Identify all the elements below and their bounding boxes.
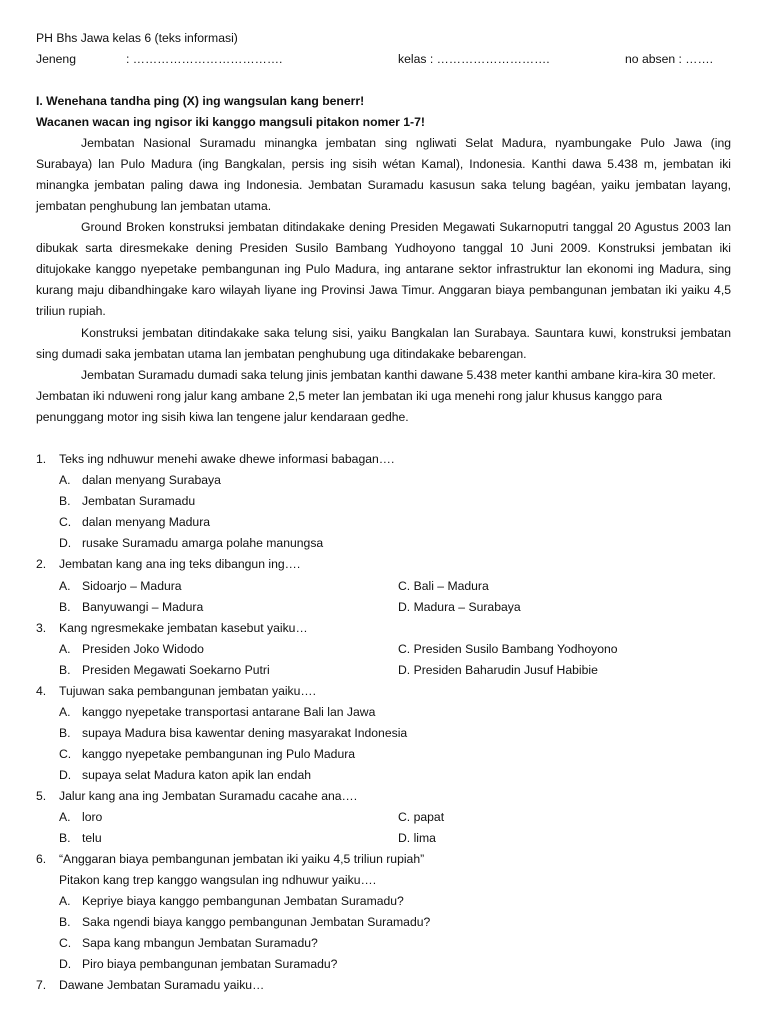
class-label: kelas : ………………………. [398, 52, 550, 66]
answer-option-5d[interactable] [398, 831, 436, 846]
absen-label: no absen : ……. [625, 52, 714, 66]
option-letter: B. [59, 915, 71, 929]
option-text: Presiden Megawati Soekarno Putri [82, 663, 270, 677]
paragraph-line: Konstruksi jembatan ditindakake saka telung sisi, yaiku Bangkalan lan Surabaya. Sauntara kuwi, konstruksi jembatan [81, 326, 731, 340]
paragraph-line: Jembatan Suramadu dumadi saka telung jinis jembatan kanthi dawane 5.438 meter kanthi ambane kira-kira 30 meter. [81, 368, 716, 382]
option-letter: B. [59, 600, 71, 614]
option-letter: D. [59, 536, 72, 550]
option-text: dalan menyang Madura [82, 515, 211, 529]
paragraph-line: dibukak sarta diresmekake dening Presiden Susilo Bambang Yudhoyono tanggal 10 Juni 2009. Konstruksi jembatan iki [36, 241, 731, 255]
option-text: dalan menyang Surabaya [82, 473, 221, 487]
paragraph-line: sing dumadi saka jembatan utama lan jembatan penghubung uga ditindakake bebarengan. [36, 347, 527, 361]
option-text: supaya Madura bisa kawentar dening masyarakat Indonesia [82, 726, 408, 740]
option-text: Kepriye biaya kanggo pembangunan Jembatan Suramadu? [82, 894, 404, 908]
option-letter: D. [59, 768, 72, 782]
option-text: kanggo nyepetake transportasi antarane Bali lan Jawa [82, 705, 376, 719]
option-letter: C. [59, 747, 72, 761]
option-letter: A. [59, 642, 71, 656]
option-letter: D. [398, 831, 411, 845]
option-text: Piro biaya pembangunan jembatan Suramadu? [82, 957, 338, 971]
option-text: kanggo nyepetake pembangunan ing Pulo Madura [82, 747, 356, 761]
option-text: Sapa kang mbangun Jembatan Suramadu? [82, 936, 318, 950]
option-text: loro [82, 810, 103, 824]
option-text: Saka ngendi biaya kanggo pembangunan Jembatan Suramadu? [82, 915, 431, 929]
option-text: papat [413, 810, 445, 824]
option-text: Presiden Baharudin Jusuf Habibie [413, 663, 598, 677]
option-letter: C. [398, 810, 411, 824]
reading-paragraph-4 [36, 368, 731, 431]
option-text: Bali – Madura [413, 579, 489, 593]
question-text: Teks ing ndhuwur menehi awake dhewe informasi babagan…. [59, 452, 395, 466]
option-text: rusake Suramadu amarga polahe manungsa [82, 536, 324, 550]
answer-option-5c[interactable] [398, 810, 444, 825]
option-text: Sidoarjo – Madura [82, 579, 182, 593]
paragraph-line: Surabaya) lan Pulo Madura (ing Bangkalan, persis ing sisih wétan Kamal), Indonesia. Kanthi dawa 5.438 m, jembatan iki [36, 157, 731, 171]
option-letter: B. [59, 494, 71, 508]
option-letter: C. [59, 936, 72, 950]
option-letter: B. [59, 831, 71, 845]
reading-instruction: Wacanen wacan ing ngisor iki kanggo mangsuli pitakon nomer 1-7! [36, 115, 425, 129]
option-letter: B. [59, 726, 71, 740]
question-number: 2. [36, 557, 47, 571]
student-info-row [36, 52, 736, 67]
paragraph-line: jembatan penghubung lan jembatan utama. [36, 199, 272, 213]
question-number: 6. [36, 852, 47, 866]
option-letter: A. [59, 473, 71, 487]
name-label: Jeneng [36, 52, 76, 66]
question-subtext: Pitakon kang trep kanggo wangsulan ing ndhuwur yaiku…. [59, 873, 377, 887]
paragraph-line: triliun rupiah. [36, 304, 106, 318]
option-letter: D. [59, 957, 72, 971]
question-text: Jembatan kang ana ing teks dibangun ing…. [59, 557, 301, 571]
paragraph-line: kurang maju dibandhingake karo wilayah liyane ing Provinsi Jawa Timur. Anggaran biaya pembangunan jembatan iki yaiku 4,5 [36, 283, 731, 297]
paragraph-line: minangka jembatan paling dawa ing Indonesia. Jembatan Suramadu kasusun saka telung bagéan, yaiku jembatan layang, [36, 178, 731, 192]
option-text: Presiden Joko Widodo [82, 642, 204, 656]
question-text: “Anggaran biaya pembangunan jembatan iki yaiku 4,5 triliun rupiah” [59, 852, 425, 866]
option-text: lima [413, 831, 436, 845]
answer-option-3d[interactable] [398, 663, 598, 678]
option-letter: C. [398, 642, 411, 656]
option-text: Jembatan Suramadu [82, 494, 196, 508]
option-letter: C. [398, 579, 411, 593]
question-text: Jalur kang ana ing Jembatan Suramadu cacahe ana…. [59, 789, 358, 803]
paragraph-line: Ground Broken konstruksi jembatan ditindakake dening Presiden Megawati Sukarnoputri tanggal 20 Agustus 2003 lan [81, 220, 731, 234]
option-letter: A. [59, 579, 71, 593]
question-text: Dawane Jembatan Suramadu yaiku… [59, 978, 265, 992]
paragraph-line: Jembatan Nasional Suramadu minangka jembatan sing ngliwati Selat Madura, nyambungake Pulo Jawa (ing [81, 136, 731, 150]
option-letter: A. [59, 810, 71, 824]
paragraph-line: Jembatan iki nduweni rong jalur kang ambane 2,5 meter lan jembatan iki uga menehi rong jalur khusus kanggo para [36, 389, 663, 403]
question-text: Kang ngresmekake jembatan kasebut yaiku… [59, 621, 308, 635]
worksheet-title: PH Bhs Jawa kelas 6 (teks informasi) [36, 31, 238, 45]
option-letter: D. [398, 663, 411, 677]
option-letter: A. [59, 705, 71, 719]
reading-paragraph-2 [36, 220, 731, 325]
option-letter: D. [398, 600, 411, 614]
option-letter: A. [59, 894, 71, 908]
name-blank: : ………………………………. [126, 52, 283, 66]
option-letter: C. [59, 515, 72, 529]
question-number: 5. [36, 789, 47, 803]
option-text: Presiden Susilo Bambang Yodhoyono [413, 642, 618, 656]
answer-option-2d[interactable] [398, 600, 521, 615]
answer-option-2c[interactable] [398, 579, 489, 594]
reading-paragraph-3 [36, 326, 731, 368]
paragraph-line: ditujokake kanggo nyepetake pembangunan ing Pulo Madura, ing antarane sektor infrastruktur lan ekonomi ing Madura, sing [36, 262, 731, 276]
option-text: telu [82, 831, 102, 845]
question-number: 3. [36, 621, 47, 635]
option-text: supaya selat Madura katon apik lan endah [82, 768, 312, 782]
question-number: 1. [36, 452, 47, 466]
question-text: Tujuwan saka pembangunan jembatan yaiku…. [59, 684, 316, 698]
option-text: Banyuwangi – Madura [82, 600, 204, 614]
answer-option-3c[interactable] [398, 642, 618, 657]
reading-paragraph-1 [36, 136, 731, 220]
section-heading: I. Wenehana tandha ping (X) ing wangsulan kang benerr! [36, 94, 365, 108]
option-letter: B. [59, 663, 71, 677]
option-text: Madura – Surabaya [413, 600, 521, 614]
paragraph-line: penunggang motor ing sisih kiwa lan tengene jalur kendaraan gedhe. [36, 410, 409, 424]
question-number: 4. [36, 684, 47, 698]
question-number: 7. [36, 978, 47, 992]
